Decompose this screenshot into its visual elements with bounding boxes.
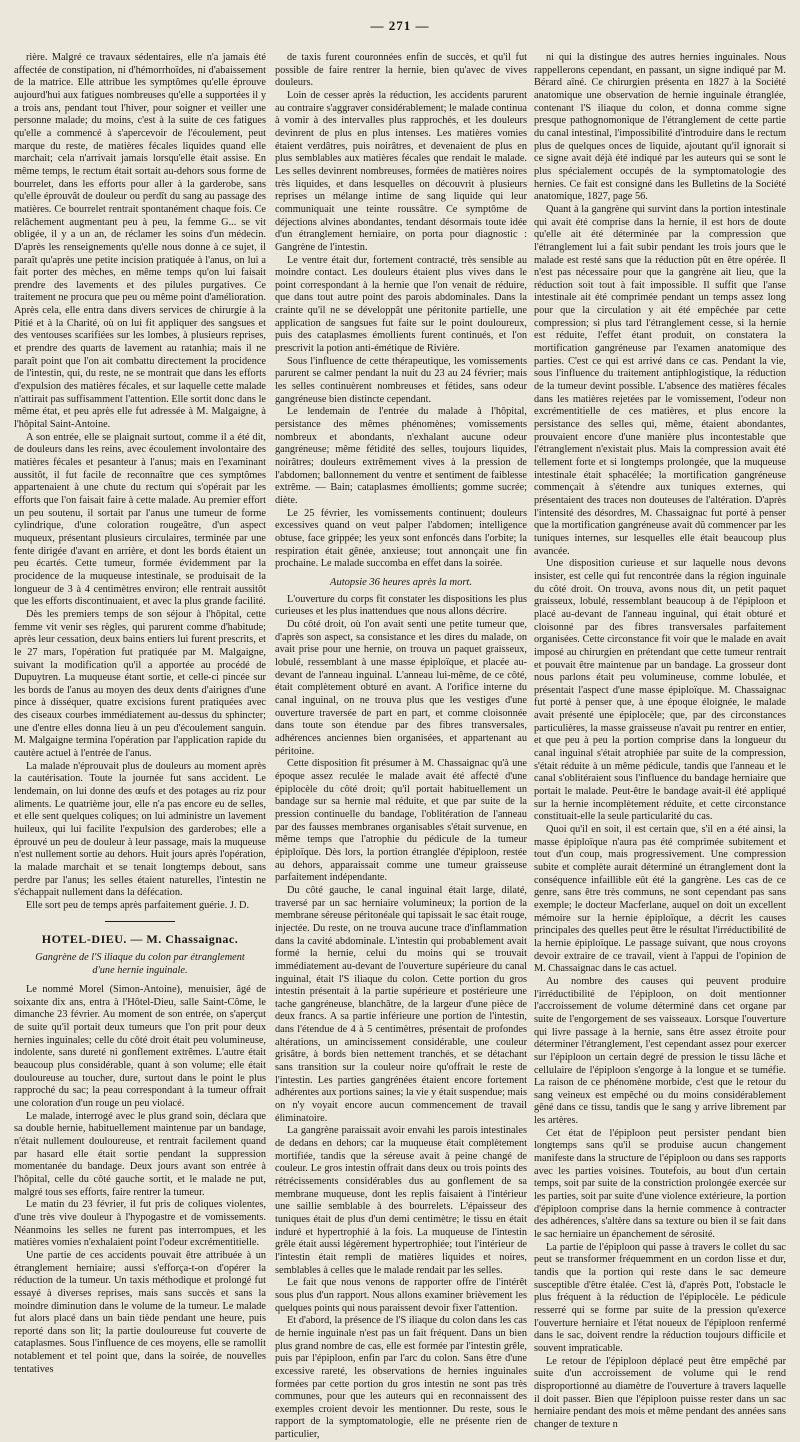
autopsy-title: Autopsie 36 heures après la mort. <box>330 576 472 588</box>
paragraph: ni qui la distingue des autres hernies inguinales. Nous rappellerons cependant, en passant, un signe indiqué par M. Bérard aîné. Ce chirurgien présenta en 1827 à la Société anatomique une observation de hernie inguinale étranglée, contenant l'S iliaque du colon, et donna comme signe presque pathognomonique de l'étranglement de cette partie du canal intestinal, l'impossibilité d'introduire dans le rectum plus de quelques onces de liquide, ajoutant qu'il ignorait si ce signe avait déjà été indiqué par les auteurs qui se sont le plus spécialement occupés de la symptomatologie des hernies. Ce fait est consigné dans les Bulletins de la Société anatomique, 1827, page 56. <box>534 52 786 203</box>
right-column <box>534 52 786 1430</box>
paragraph: de taxis furent couronnées enfin de succès, et qu'il fut possible de faire rentrer la hernie, bien qu'avec de vives douleurs. <box>275 52 527 89</box>
paragraph: Une disposition curieuse et sur laquelle nous devons insister, est celle qui fut rencontrée dans la région inguinale du côté droit. On trouva, avons nous dit, un petit paquet graisseux, lobulé, ressemblant beaucoup à de l'épiploon et placé au-devant de l'anneau inguinal, qui était obturé et cloisonné par des fibres transversales parfaitement organisées. Cette circonstance fit voir que le malade en avait imposé au chirurgien en prétendant que cette tumeur rentrait et pouvait être maintenue par un bandage. La grosseur dont nous parlons était peu volumineuse, comme lobulée, et présentait l'aspect d'une masse épiploïque. M. Chassaignac fut porté à penser que, à une époque éloignée, le malade avait présenté une épiplocèle; que, par des circonstances particulières, la masse graisseuse n'avait pu rentrer en entier, et que peu à peu la portion comprise dans la longueur du canal inguinal s'était atrophiée par suite de la compression, s'était réduite à un même pédicule, tandis que l'anneau et le canal s'oblitéraient sous l'influence du bandage herniaire que portait le malade. Peut-être le bandage avait-il été appliqué sur la hernie incomplètement réduite, et cette circonstance constituait-elle la seule particularité du cas. <box>534 558 786 823</box>
paragraph: Le retour de l'épiploon déplacé peut être empêché par suite d'un accroissement de volume qui le rend disproportionné au diamètre de l'ouverture à travers laquelle il doit passer. Bien que l'épiploon puisse rester dans un sac herniaire pendant des mois et même pendant des années sans changer de texture n <box>534 1355 786 1430</box>
paragraph: Une partie de ces accidents pouvait être attribuée à un étranglement herniaire; aussi s'efforça-t-on d'opérer la réduction de la tumeur. Un taxis méthodique et prolongé fut essayé à diverses reprises, mais sans succès et sans la moindre diminution dans le volume de la tumeur. Le malade fut alors placé dans un bain tiède pendant une heure, puis reporté dans son lit; la partie douloureuse fut couverte de cataplasmes. Sous l'influence de ces moyens, elle se ramollit notablement et tel point que, dans la soirée, de nouvelles tentatives <box>14 1249 266 1375</box>
paragraph: A son entrée, elle se plaignait surtout, comme il a été dit, de douleurs dans les reins, avec écoulement involontaire des matières fécales et pesanteur à l'anus; mais en l'examinant aussitôt, il fut facile de reconnaître que ces symptômes appartenaient à une chute du rectum qui s'opérait par les efforts que l'on faisait faire à cette malade. Au premier effort un peu soutenu, il sortait par l'anus une tumeur de forme cylindrique, d'une coloration rougeâtre, d'un aspect muqueux, présentant plusieurs circulaires, terminée par une fente dirigée d'avant en arrière, et dont les bords étaient un peu écartés. Cette tumeur, formée évidemment par la procidence de la muqueuse intestinale, se produisait de la longueur de 3 à 4 centimètres environ; elle rentrait aussitôt que les efforts discontinuaient, et avec la plus grande facilité. <box>14 431 266 608</box>
paragraph: Du côté gauche, le canal inguinal était large, dilaté, traversé par un sac herniaire volumineux; la portion de la membrane séreuse péritonéale qui tapissait le sac était rouge, injectée. Du reste, on ne trouva aucune trace d'inflammation dans la cavité abdominale. L'intestin qui probablement avait formé la hernie, celui du moins qui se trouvait immédiatement au-devant de l'ouverture supérieure du canal inguinal, était l'S iliaque du colon. Cette portion du gros intestin présentait à la partie supérieure et postérieure une tache gangréneuse, blanchâtre, de la largeur d'une pièce de deux francs. A sa partie inférieure une portion de l'intestin, dans l'étendue de 4 à 5 centimètres, présentait de profondes altérations, un amincissement considérable, une couleur grisâtre, à bords bien nettement tranchés, et se détachant sans transition sur la couleur noire qu'offrait le reste de l'intestin. Les parties gangrénées étaient encore fortement adhérentes aux portions saines; la vie y était suspendue; mais on n'y voyait encore aucun commencement de travail éliminatoire. <box>275 884 527 1124</box>
middle-column <box>275 52 527 1441</box>
paragraph: Le lendemain de l'entrée du malade à l'hôpital, persistance des mêmes phénomènes; vomissements nombreux et abondants, n'exhalant aucune odeur gangréneuse; même fétidité des selles, toujours liquides, noirâtres; douleurs extrêmement vives à la pression de l'abdomen; ballonnement du ventre et sentiment de faiblesse extrême. — Bain; cataplasmes émollients; gomme sucrée; diète. <box>275 406 527 506</box>
page-number: — 271 — <box>370 18 430 33</box>
paragraph: La partie de l'épiploon qui passe à travers le collet du sac peut se transformer fréquemment en un cordon lisse et dur, tandis que la portion qui reste dans le sac demeure susceptible d'être étalée. C'est là, d'après Pott, l'obstacle le plus fréquent à la réduction de l'épiplocèle. Le pédicule resserré qui se forme par suite de la pression qu'exerce l'ouverture herniaire et l'état noueux de l'épiploon renfermé dans le sac, doivent rendre la réduction toujours difficile et souvent impraticable. <box>534 1241 786 1354</box>
paragraph: Cette disposition fit présumer à M. Chassaignac qu'à une époque assez reculée le malade avait été affecté d'une épiplocèle du côté droit; qu'il portait habituellement un bandage sur sa hernie mal réduite, et que par suite de la pression continuelle du bandage, l'oblitération de l'anneau par des fausses membranes organisables s'était survenue, en même temps que l'atrophie du pédicule de la tumeur épiploïque. Dès lors, la portion étranglée d'épiploon, restée au dehors, apparaissait comme une tumeur graisseuse parfaitement indépendante. <box>275 758 527 884</box>
paragraph: Quoi qu'il en soit, il est certain que, s'il en a été ainsi, la masse épiploïque n'aura pas été comprimée subitement et tout d'un coup, mais progressivement. Une compression subite et complète aurait déterminé un étranglement dont la conséquence infaillible eût été la gangrène. Les cas de ce genre, sans être très communs, ne sont cependant pas sans exemple; le docteur Macferlane, auquel on doit un excellent mémoire sur la hernie épiploïque, a décrit les causes principales des quelles peut être le résultat l'irréductibilité de la hernie épiploïque. Le passage suivant, que nous croyons devoir extraire de ce travail, vient à l'appui de l'opinion de M. Chassaignac dans le cas actuel. <box>534 824 786 975</box>
paragraph: La malade n'éprouvait plus de douleurs au moment après la cautérisation. Toute la journée fut sans accident. Le lendemain, on lui donne des œufs et des potages au riz pour aliments. Le quatrième jour, elle n'a pas encore eu de selles, et elle sent quelques coliques; on lui administre un lavement huileux, qui lui facilite l'expulsion des garderobes; elle a éprouvé un peu de douleur à leur passage, mais la muqueuse n'est nullement sortie au dehors. Huit jours après l'opération, la malade marchait et se tenait longtemps debout, sans perdre par l'anus; les selles étaient naturelles, l'intestin ne s'échappait nullement dans la défécation. <box>14 760 266 899</box>
paragraph: Cet état de l'épiploon peut persister pendant bien longtemps sans qu'il se produise aucun changement manifeste dans la structure de l'épiploon ou dans ses rapports avec les parties voisines. Toutefois, au bout d'un certain temps, soit par suite de la constriction prolongée exercée sur les parties, soit par suite d'une violence extérieure, la portion d'épiploon comprise dans la hernie commence à contracter des adhérences, s'altère dans sa texture ou bien il se fait dans le sac herniaire un épanchement de sérosité. <box>534 1127 786 1241</box>
paragraph: Au nombre des causes qui peuvent produire l'irréductibilité de l'épiploon, on doit mentionner l'accroissement de volume déterminé dans cet organe par suite de l'engorgement de ses vaisseaux. Lorsque l'ouverture qui livre passage à la hernie, sans être assez étroite pour déterminer l'étranglement, l'est cependant assez pour exercer sur l'épiploon un certain degré de pression le tissu lâche et cellulaire de l'épiploon s'engorge à la longue et se tuméfie. La raison de ce phénomène morbide, c'est que le retour du sang veineux est empêché ou du moins considérablement gêné dans ce tissu, tandis que le sang y arrive librement par les artères. <box>534 975 786 1127</box>
paragraph: Quant à la gangrène qui survint dans la portion intestinale qui avait été comprise dans la hernie, il est hors de doute qu'elle ait été déterminée par la compression que l'étranglement lui a fait subir pendant les trois jours que le malade est resté sans que la réduction pût en être opérée. Il n'est pas nécessaire pour que la gangrène ait lieu, que la réduction soit tout à fait impossible. Il suffit que l'anse intestinale ait été comprimée pendant un temps assez long pour que la circulation y ait été empêchée par cette compression; si plus tard l'étranglement cesse, si la hernie est réduite, l'effet étant produit, on constatera la mortification gangréneuse par l'examen anatomique des parties. C'est ce qui est arrivé dans ce cas. Pendant la vie, sous l'influence du traitement antiphlogistique, la réduction de la tumeur devint possible. L'absence des matières fécales dans les matières rejetées par le vomissement, l'odeur non excrémentitielle de ces matières, et plus encore la persistance des selles qui, même, étaient abondantes, prouvaient encore d'une manière plus incontestable que l'étranglement n'existait plus. Mais la compression avait été tellement forte et si longtemps prolongée, que la muqueuse intestinale était sphacélée; la mortification gangréneuse commençait à s'étendre aux tuniques externes, qui présentaient des traces non douteuses de l'altération. D'après l'intensité des désordres, M. Chassaignac fut porté à penser que la mortification gangréneuse avait dû commencer par les tuniques internes, sur lesquelles elle était beaucoup plus avancée. <box>534 203 786 557</box>
paragraph: Le ventre était dur, fortement contracté, très sensible au moindre contact. Les douleurs étaient plus vives dans le point correspondant à la hernie que l'on venait de réduire, que dans tout autre point des parois abdominales. Dans la crainte qu'il ne se développât une péritonite partielle, une application de sangsues fut faite sur le point douloureux, puis des cataplasmes émollients furent continués, et l'on prescrivit la potion anti-émétique de Rivière. <box>275 254 527 355</box>
paragraph: Dès les premiers temps de son séjour à l'hôpital, cette femme vit venir ses règles, qui parurent comme d'habitude; après leur cessation, deux bains entiers lui furent prescrits, et le 27 mars, l'opération fut pratiquée par M. Malgaigne, suivant la modification qu'il a apportée au procédé de Dupuytren. La muqueuse étant sortie, et celle-ci pincée sur les bords de l'anus au moyen des deux dents d'airignes d'une pince à disséquer, quatre excisions furent pratiquées avec des ciseaux courbes immédiatement au-dessus du sphincter; une d'entre elles donna lieu à un peu d'écoulement sanguin. M. Malgaigne termina l'opération par l'application rapide du cautère actuel à l'entrée de l'anus. <box>14 608 266 760</box>
article-subtitle: Gangrène de l'S iliaque du colon par étranglement d'une hernie inguinale. <box>35 952 245 977</box>
paragraph: Du côté droit, où l'on avait senti une petite tumeur que, d'après son aspect, sa consistance et les dires du malade, on avait prise pour une hernie, on trouva un paquet graisseux, lobulé, ressemblant à une masse épiploïque, et placée au-devant de l'anneau inguinal. L'anneau lui-même, de ce côté, était complètement obturé en avant. A l'orifice interne du canal inguinal, on ne trouva plus que les vestiges d'une ouverture traversée de part en part, et comme cloisonnée dans toute son étendue par des fibres transversales, adhérences anciennes bien organisées, et appartenant au péritoine. <box>275 619 527 757</box>
paragraph: La gangrène paraissait avoir envahi les parois intestinales de dedans en dehors; car la muqueuse était complètement mortifiée, tandis que la séreuse avait à peine changé de couleur. Le gros intestin offrait dans deux ou trois points des rétrécissements considérables dus au gonflement de sa membrane muqueuse, dont les replis faisaient à l'intérieur une saillie semblable à des bourrelets. L'épaisseur des tuniques était de plus d'un demi centimètre; le tissu en était induré et hypertrophié à la fois. La muqueuse de l'intestin grêle était aussi légèrement hypertrophiée; tout l'intérieur de l'intestin était rempli de matières liquides et noires, semblables à celles que le malade rendait par les selles. <box>275 1125 527 1276</box>
paragraph: Le 25 février, les vomissements continuent; douleurs excessives quand on veut palper l'abdomen; intelligence obtuse, face grippée; les yeux sont enfoncés dans l'orbite; la respiration était gênée, anxieuse; tout annonçait une fin prochaine. Le malade succomba en effet dans la soirée. <box>275 507 527 570</box>
paragraph: Le matin du 23 février, il fut pris de coliques violentes, d'une très vive douleur à l'hypogastre et de vomissements. Néanmoins les selles ne furent pas interrompues, et les matières vomies n'exhalaient point l'odeur excrémentitielle. <box>14 1199 266 1249</box>
paragraph: Elle sort peu de temps après parfaitement guérie. J. D. <box>26 899 250 911</box>
paragraph: rière. Malgré ce travaux sédentaires, elle n'a jamais été affectée de constipation, ni d'hémorrhoïdes, ni d'abaissement de la matrice. Elle attribue les symptômes qu'elle éprouve aujourd'hui aux fatigues nombreuses qu'elle a supportées il y a trois ans, pendant tout l'hiver, pour soigner et veiller une personne malade; du moins, c'est à la suite de ces fatigues qu'elle a commencé à s'apercevoir de l'écoulement, peut marque du reste, de matières fécales liquides quand elle marchait; cela n'arrivait jamais lorsqu'elle était assise. En même temps, le rectum était sortait au-dehors sous forme de bourrelet, dans les efforts pour aller à la garderobe, sans qu'elle éprouvât de douleur ou perdît du sang au passage des matières. Ce bourrelet rentrait spontanément chaque fois. Ce relâchement augmentant peu à peu, la femme G... se vit obligée, il y a un an, de réclamer les soins d'un médecin. D'après les renseignements qu'elle nous donne à ce sujet, il paraît qu'après une petite incision pratiquée à l'anus, on lui a fait porter des mèches, en même temps qu'on lui faisait prendre des lavements et des pilules purgatives. Ce traitement ne procura que peu ou même point d'amélioration. Après cela, elle entra dans divers services de chirurgie à la Pitié et à la Charité, où on lui fit appliquer des sangsues et des ventouses scarifiées sur les lombes, à plusieurs reprises, et prendre des quarts de lavement au ratanhia; mais il ne paraît point que l'on ait combattu directement la procidence de l'intestin, qui, du reste, ne se montrait que dans les efforts d'expulsion des matières fécales, et sur laquelle cette malade n'attirait pas suffisamment l'attention. Elle sortit donc dans le même état, et peu après elle fut adressée à M. Malgaigne, à l'hôpital Saint-Antoine. <box>14 52 266 431</box>
paragraph: Sous l'influence de cette thérapeutique, les vomissements parurent se calmer pendant la nuit du 23 au 24 février; mais les selles continuèrent nombreuses et fétides, sans odeur gangréneuse bien distincte cependant. <box>275 355 527 405</box>
paragraph: Loin de cesser après la réduction, les accidents parurent au contraire s'aggraver considérablement; le malade continua à vomir à des intervalles plus rapprochés, et les douleurs devinrent de plus en plus intenses. Les matières vomies étaient verdâtres, puis noirâtres, et devenaient de plus en plus semblables aux matières fécales que rendait le malade. Les selles devinrent nombreuses, formées de matières noires très liquides, et dans lesquelles on découvrit à plusieurs reprises un mélange intime de sang liquide qui leur communiquait une teinte roussâtre. Ce symptôme de déjections alvines abondantes, tendant désormais toute idée d'un étranglement herniaire, on porta pour diagnostic : Gangrène de l'intestin. <box>275 89 527 253</box>
paragraph: Et d'abord, la présence de l'S iliaque du colon dans les cas de hernie inguinale n'est pas un fait fréquent. Dans un bien plus grand nombre de cas, elle est formée par l'intestin grêle, puis par l'épiploon, enfin par l'arc du colon. Sans être d'une excessive rareté, les observations de hernies inguinales formées par cette portion du gros intestin ne sont pas très communes, pour que les auteurs qui en reconnaissent des exemples croient devoir les mentionner. Du reste, sous le rapport de la symptomatologie, elle ne présente rien de particulier, <box>275 1315 527 1441</box>
article-heading: HOTEL-DIEU. — M. Chassaignac. <box>41 931 239 946</box>
left-column <box>14 52 266 1375</box>
paragraph: L'ouverture du corps fit constater les dispositions les plus curieuses et les plus inattendues que nous allons décrire. <box>275 593 527 618</box>
paragraph: Le malade, interrogé avec le plus grand soin, déclara que sa double hernie, habituellement maintenue par un bandage, n'était nullement douloureuse, et rentrait facilement quand par hasard elle était sortie pendant la suppression momentanée du bandage. Deux jours avant son entrée à l'hôpital, celle du côté gauche sortit, et le malade ne put, malgré tous ses efforts, faire rentrer la tumeur. <box>14 1110 266 1198</box>
divider <box>105 921 175 922</box>
paragraph: Le nommé Morel (Simon-Antoine), menuisier, âgé de soixante dix ans, entra à l'Hôtel-Dieu, salle Saint-Côme, le dimanche 23 février. Au moment de son entrée, on s'aperçut de suite qu'il portait deux tumeurs que l'on prit pour deux hernies inguinales; celle du côté droit était peu volumineuse, indolente, sans dureté ni gonflement extrêmes. L'autre était beaucoup plus considérable, quant à son volume; elle était douloureuse au toucher, dure, surtout dans le point le plus rapproché du sac; la peau correspondant à la tumeur offrait une coloration d'un rouge un peu violacé. <box>14 984 266 1109</box>
paragraph: Le fait que nous venons de rapporter offre de l'intérêt sous plus d'un rapport. Nous allons examiner brièvement les quelques points qui nous paraissent devoir fixer l'attention. <box>275 1277 527 1314</box>
